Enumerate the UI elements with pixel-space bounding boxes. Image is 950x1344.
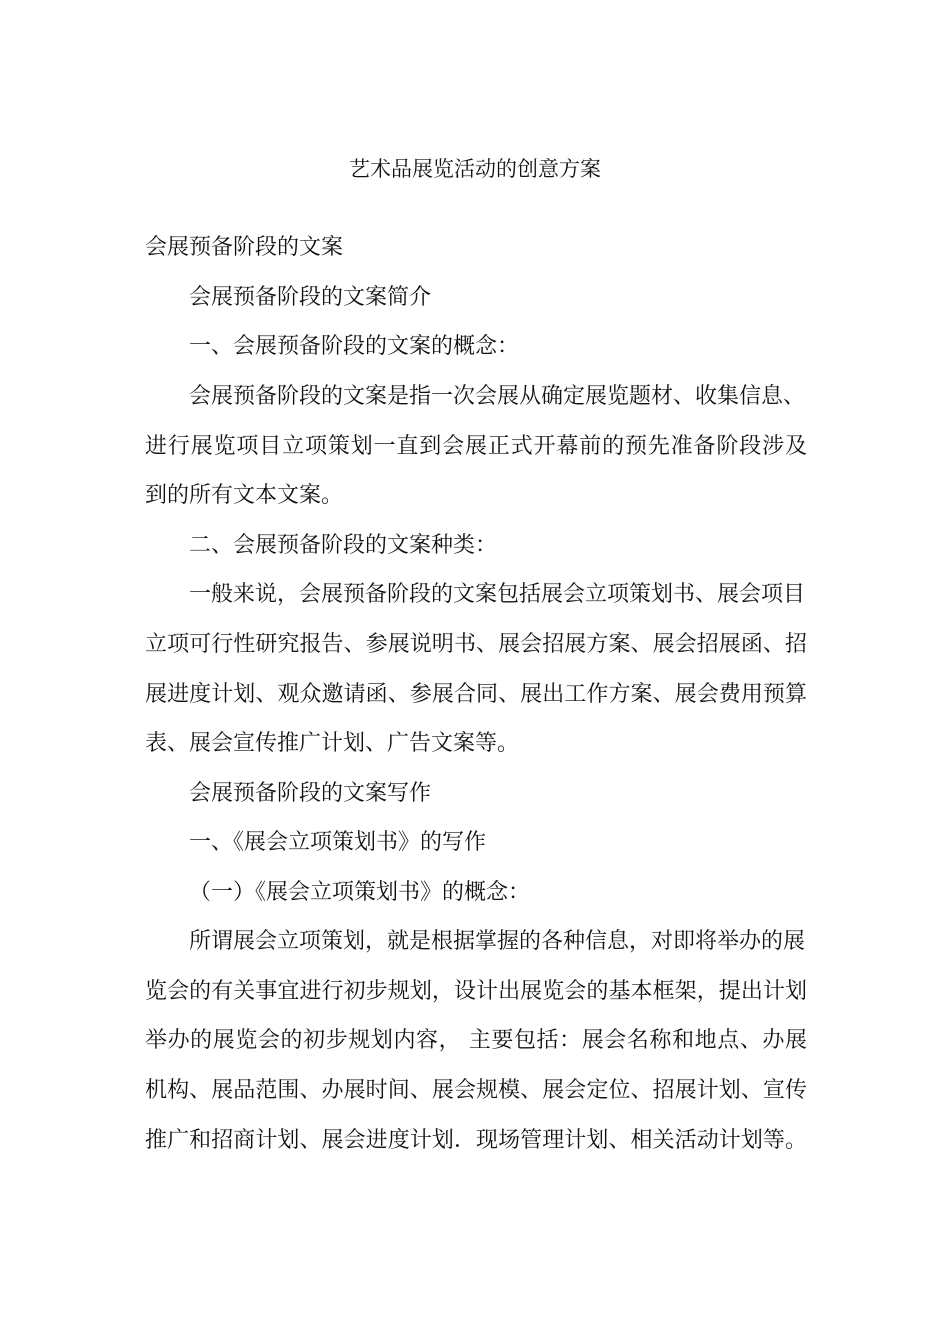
section-heading: 会展预备阶段的文案 bbox=[145, 235, 344, 260]
paragraph-line: 进行展览项目立项策划一直到会展正式开幕前的预先准备阶段涉及 bbox=[145, 434, 807, 459]
point-heading: 一、《展会立项策划书》的写作 bbox=[189, 830, 487, 855]
paragraph-line: 展进度计划、观众邀请函、参展合同、展出工作方案、展会费用预算 bbox=[145, 682, 807, 707]
paragraph-line: 推广和招商计划、展会进度计划．现场管理计划、相关活动计划等。 bbox=[145, 1128, 807, 1153]
paragraph-line: 所谓展会立项策划，就是根据掌握的各种信息，对即将举办的展 bbox=[189, 929, 806, 954]
paragraph-line: 会展预备阶段的文案是指一次会展从确定展览题材、收集信息、 bbox=[189, 384, 806, 409]
paragraph-line: 览会的有关事宜进行初步规划，设计出展览会的基本框架，提出计划 bbox=[145, 979, 807, 1004]
paragraph-line: 表、展会宣传推广计划、广告文案等。 bbox=[145, 731, 520, 756]
point-heading: （一）《展会立项策划书》的概念： bbox=[189, 880, 531, 905]
paragraph-line: 举办的展览会的初步规划内容， 主要包括：展会名称和地点、办展 bbox=[145, 1028, 807, 1053]
subsection-heading: 会展预备阶段的文案简介 bbox=[189, 285, 432, 310]
paragraph-line: 立项可行性研究报告、参展说明书、展会招展方案、展会招展函、招 bbox=[145, 632, 807, 657]
subsection-heading: 会展预备阶段的文案写作 bbox=[189, 781, 432, 806]
paragraph-line: 到的所有文本文案。 bbox=[145, 483, 344, 508]
point-heading: 二、会展预备阶段的文案种类： bbox=[189, 533, 498, 558]
paragraph-line: 机构、展品范围、办展时间、展会规模、展会定位、招展计划、宣传 bbox=[145, 1078, 807, 1103]
paragraph-line: 一般来说，会展预备阶段的文案包括展会立项策划书、展会项目 bbox=[189, 582, 806, 607]
document-title: 艺术品展览活动的创意方案 bbox=[349, 157, 601, 181]
point-heading: 一、会展预备阶段的文案的概念： bbox=[189, 334, 520, 359]
